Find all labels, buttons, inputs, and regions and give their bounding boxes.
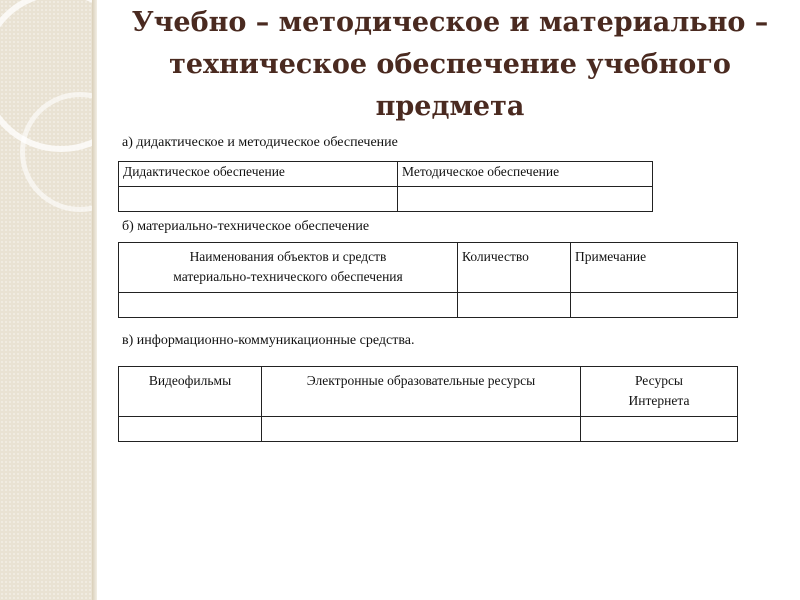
table-cell xyxy=(262,417,581,442)
slide-title: Учебно – методическое и материально – техническое обеспечение учебного предмета xyxy=(131,7,769,122)
table-header-cell: Видеофильмы xyxy=(119,367,262,417)
table-header-cell: Примечание xyxy=(571,243,738,293)
section-c-label: в) информационно-коммуникационные средства. xyxy=(122,333,415,348)
section-b-label: б) материально-техническое обеспечение xyxy=(122,219,370,234)
header-line: материально-технического обеспечения xyxy=(173,269,403,284)
table-cell xyxy=(398,187,653,212)
header-line: Наименования объектов и средств xyxy=(189,249,387,264)
table-row xyxy=(119,187,653,212)
table-header-cell: Электронные образовательные ресурсы xyxy=(262,367,581,417)
table-row xyxy=(119,367,738,417)
table-row xyxy=(119,417,738,442)
table-row xyxy=(119,293,738,318)
table-header-cell: Дидактическое обеспечение xyxy=(119,162,398,187)
material-technical-table xyxy=(118,242,738,318)
table-cell xyxy=(119,187,398,212)
ict-resources-table xyxy=(118,366,738,442)
table-row xyxy=(119,162,653,187)
side-band-edge xyxy=(92,0,97,600)
table-header-cell: Количество xyxy=(458,243,571,293)
table-cell xyxy=(581,417,738,442)
header-line: Ресурсы xyxy=(634,373,684,388)
decorative-side-band xyxy=(0,0,92,600)
section-a-label: а) дидактическое и методическое обеспечение xyxy=(122,135,398,150)
table-header-cell: Методическое обеспечение xyxy=(398,162,653,187)
table-header-cell xyxy=(119,243,458,293)
table-header-cell xyxy=(581,367,738,417)
table-cell xyxy=(571,293,738,318)
table-row xyxy=(119,243,738,293)
table-cell xyxy=(119,293,458,318)
table-cell xyxy=(119,417,262,442)
didactic-methodical-table xyxy=(118,161,653,212)
header-line: Интернета xyxy=(628,393,690,408)
table-cell xyxy=(458,293,571,318)
